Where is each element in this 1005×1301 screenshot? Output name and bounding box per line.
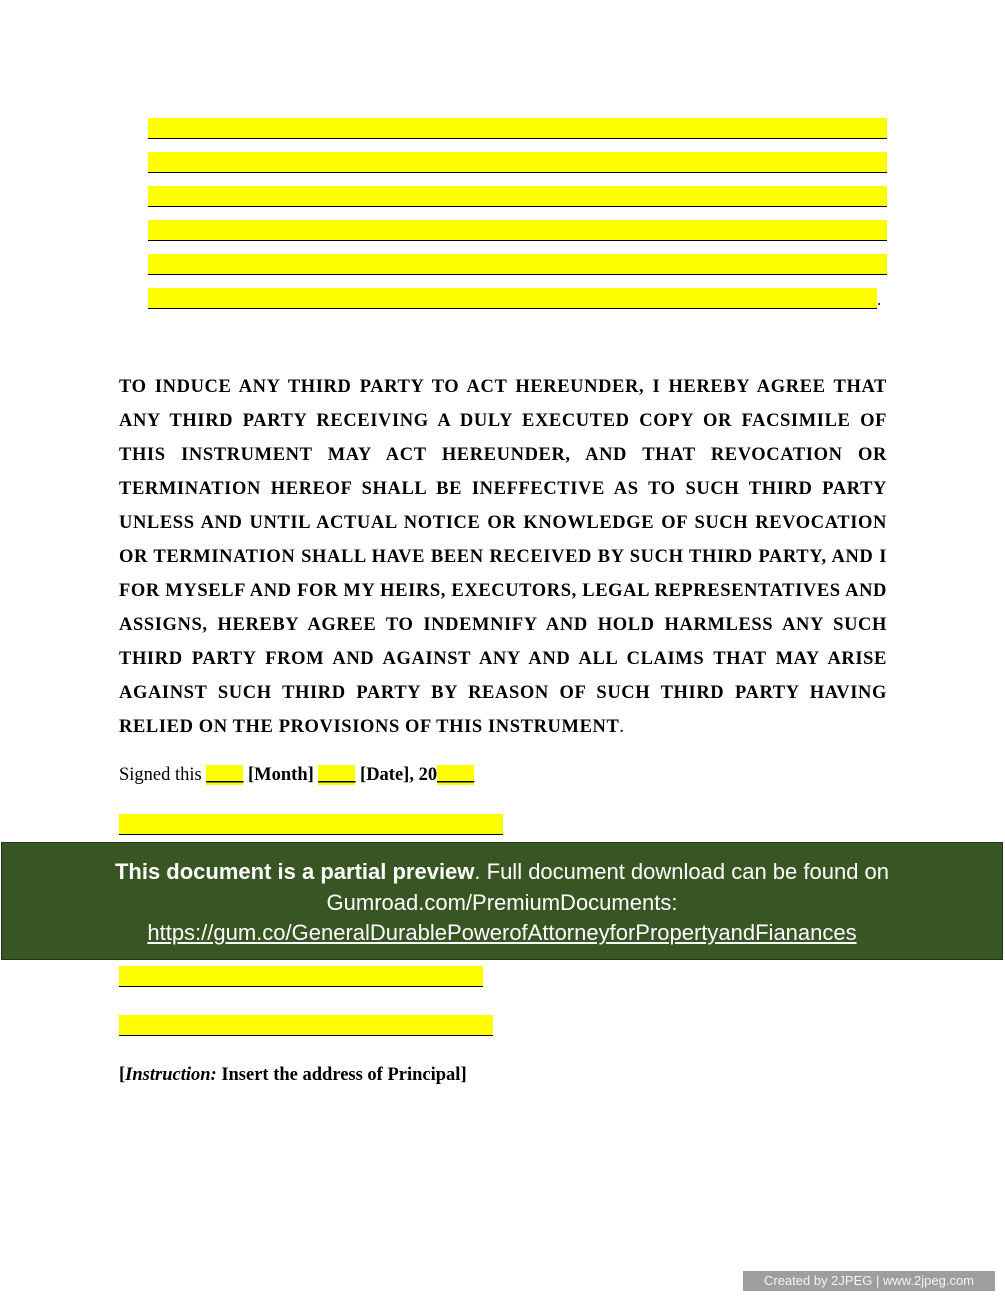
banner-line-1 xyxy=(2,857,1002,888)
address-line xyxy=(119,966,483,987)
banner-rest: . Full document download can be found on xyxy=(474,859,890,884)
fill-in-line xyxy=(148,220,887,241)
paragraph-period: . xyxy=(619,717,625,737)
fill-in-line xyxy=(148,288,877,309)
line-end-period: . xyxy=(877,290,882,309)
fill-in-line xyxy=(148,118,887,139)
fill-in-line xyxy=(148,186,887,207)
month-label: [Month] xyxy=(243,765,319,785)
banner-line-2: Gumroad.com/PremiumDocuments: xyxy=(326,889,678,915)
fill-in-line xyxy=(148,254,887,275)
address-line xyxy=(119,1015,493,1036)
year-blank: ____ xyxy=(437,765,475,785)
signed-prefix: Signed this xyxy=(119,765,207,785)
watermark: Created by 2JPEG | www.2jpeg.com xyxy=(743,1271,995,1291)
paragraph-text: TO INDUCE ANY THIRD PARTY TO ACT HEREUNDER, I HEREBY AGREE THAT ANY THIRD PARTY RECEIVING A DULY EXECUTED COPY OR FACSIMILE OF THIS INSTRUMENT MAY ACT HEREUNDER, AND THAT REVOCATION OR TERMINATION HEREOF SHALL BE INEFFECTIVE AS TO SUCH THIRD PARTY UNLESS AND UNTIL ACTUAL NOTICE OR KNOWLEDGE OF SUCH REVOCATION OR TERMINATION SHALL HAVE BEEN RECEIVED BY SUCH THIRD PARTY, AND I FOR MYSELF AND FOR MY HEIRS, EXECUTORS, LEGAL REPRESENTATIVES AND ASSIGNS, HEREBY AGREE TO INDEMNIFY AND HOLD HARMLESS ANY SUCH THIRD PARTY FROM AND AGAINST ANY AND ALL CLAIMS THAT MAY ARISE AGAINST SUCH THIRD PARTY BY REASON OF SUCH THIRD PARTY HAVING RELIED ON THE PROVISIONS OF THIS INSTRUMENT xyxy=(119,377,887,737)
instruction-open: [ xyxy=(119,1065,126,1085)
banner-lead: This document is a partial preview xyxy=(114,859,475,884)
date-label: [Date], 20 xyxy=(355,765,438,785)
signature-line xyxy=(119,814,503,835)
month-blank: ____ xyxy=(318,765,356,785)
preview-banner xyxy=(1,842,1003,960)
address-instruction xyxy=(119,1065,467,1086)
instruction-label: Instruction: xyxy=(125,1065,217,1085)
day-blank: ____ xyxy=(206,765,244,785)
fill-in-line xyxy=(148,152,887,173)
download-link[interactable]: https://gum.co/GeneralDurablePowerofAttorneyforPropertyandFianances xyxy=(147,920,857,945)
instruction-text: Insert the address of Principal] xyxy=(216,1065,467,1085)
signed-date-line xyxy=(119,761,474,789)
indemnity-paragraph xyxy=(119,370,887,744)
